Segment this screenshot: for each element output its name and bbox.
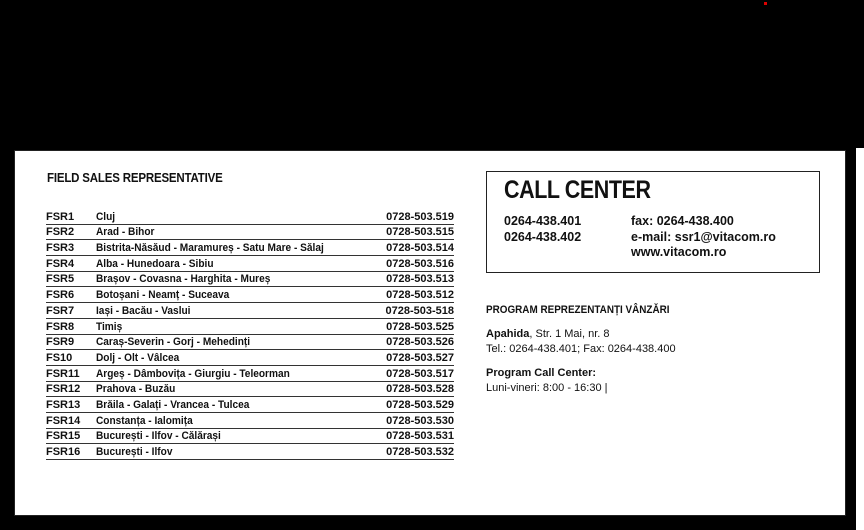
field-sales-title: FIELD SALES REPRESENTATIVE: [47, 171, 223, 185]
table-row: [46, 319, 454, 335]
rep-phone: 0728-503.512: [386, 289, 454, 302]
rep-phone: 0728-503.532: [386, 446, 454, 458]
rep-phone: 0728-503.527: [386, 351, 454, 364]
table-row: [46, 444, 454, 460]
call-center-box: [486, 171, 820, 273]
rep-phone: 0728-503.517: [386, 367, 454, 380]
rep-region: Dolj - Olt - Vâlcea: [96, 351, 180, 364]
rep-code: FSR15: [46, 430, 81, 443]
call-center-phones: [504, 214, 581, 245]
table-row: [46, 240, 454, 256]
table-row: [46, 209, 454, 225]
rep-phone: 0728-503.525: [386, 320, 454, 333]
rep-region: Brăila - Galați - Vrancea - Tulcea: [96, 398, 250, 411]
call-center-contacts: [631, 214, 776, 261]
program-title: PROGRAM REPREZENTANȚI VÂNZĂRI: [486, 304, 670, 316]
address-block: [486, 327, 676, 357]
table-row: [46, 366, 454, 382]
rep-code: FS10: [46, 351, 73, 364]
call-center-website[interactable]: www.vitacom.ro: [631, 245, 727, 259]
table-row: [46, 413, 454, 429]
call-center-fax: fax: 0264-438.400: [631, 214, 734, 228]
right-edge-strip: [856, 148, 864, 530]
table-row: [46, 429, 454, 445]
rep-region: Brașov - Covasna - Harghita - Mureș: [96, 273, 271, 286]
rep-code: FSR11: [46, 367, 80, 380]
rep-region: București - Ilfov: [96, 446, 173, 458]
rep-region: Bistrita-Năsăud - Maramureș - Satu Mare - Sălaj: [96, 242, 324, 255]
rep-phone: 0728-503.526: [386, 336, 454, 349]
rep-region: Iași - Bacău - Vaslui: [96, 304, 191, 317]
field-sales-table: [46, 209, 454, 460]
rep-code: FSR9: [46, 336, 75, 349]
rep-region: Botoșani - Neamț - Suceava: [96, 289, 230, 302]
table-row: [46, 382, 454, 398]
rep-region: Caraș-Severin - Gorj - Mehedinți: [96, 336, 251, 349]
rep-phone: 0728-503.514: [386, 242, 454, 255]
rep-code: FSR3: [46, 242, 75, 255]
rep-code: FSR16: [46, 446, 81, 458]
rep-code: FSR1: [46, 210, 75, 223]
rep-phone: 0728-503-518: [385, 304, 454, 317]
rep-code: FSR7: [46, 304, 75, 317]
address-city: Apahida: [486, 328, 530, 340]
rep-phone: 0728-503.519: [386, 210, 454, 223]
address-tel-fax: Tel.: 0264-438.401; Fax: 0264-438.400: [486, 343, 676, 355]
table-row: [46, 225, 454, 241]
table-row: [46, 397, 454, 413]
rep-phone: 0728-503.528: [386, 383, 454, 396]
rep-region: Timiș: [96, 320, 123, 333]
rep-region: Prahova - Buzău: [96, 383, 176, 396]
rep-phone: 0728-503.530: [386, 414, 454, 427]
rep-code: FSR4: [46, 257, 75, 270]
table-row: [46, 303, 454, 319]
rep-region: Alba - Hunedoara - Sibiu: [96, 257, 214, 270]
rep-phone: 0728-503.513: [386, 273, 454, 286]
call-center-phone-2: 0264-438.402: [504, 229, 582, 244]
table-row: [46, 272, 454, 288]
address-street: , Str. 1 Mai, nr. 8: [529, 328, 610, 340]
call-center-email[interactable]: e-mail: ssr1@vitacom.ro: [631, 229, 776, 244]
call-center-hours-title: Program Call Center:: [486, 367, 597, 379]
rep-phone: 0728-503.515: [386, 226, 454, 239]
red-dot: [764, 2, 767, 5]
rep-region: Cluj: [96, 210, 116, 223]
call-center-title: CALL CENTER: [504, 176, 651, 204]
rep-region: Constanța - Ialomița: [96, 414, 193, 427]
rep-code: FSR8: [46, 320, 75, 333]
rep-phone: 0728-503.516: [386, 257, 454, 270]
rep-region: Argeș - Dâmbovița - Giurgiu - Teleorman: [96, 367, 290, 380]
rep-code: FSR5: [46, 273, 75, 286]
rep-phone: 0728-503.531: [386, 430, 454, 443]
rep-code: FSR14: [46, 414, 81, 427]
call-center-phone-1: 0264-438.401: [504, 214, 582, 228]
rep-code: FSR2: [46, 226, 75, 239]
table-row: [46, 350, 454, 366]
rep-region: Arad - Bihor: [96, 226, 155, 239]
contact-sheet: [14, 150, 846, 516]
rep-phone: 0728-503.529: [386, 398, 454, 411]
call-center-hours: Luni-vineri: 8:00 - 16:30 |: [486, 382, 608, 394]
rep-region: București - Ilfov - Călărași: [96, 430, 221, 443]
rep-code: FSR13: [46, 398, 81, 411]
rep-code: FSR6: [46, 289, 75, 302]
table-row: [46, 287, 454, 303]
table-row: [46, 256, 454, 272]
rep-code: FSR12: [46, 383, 81, 396]
table-row: [46, 335, 454, 351]
